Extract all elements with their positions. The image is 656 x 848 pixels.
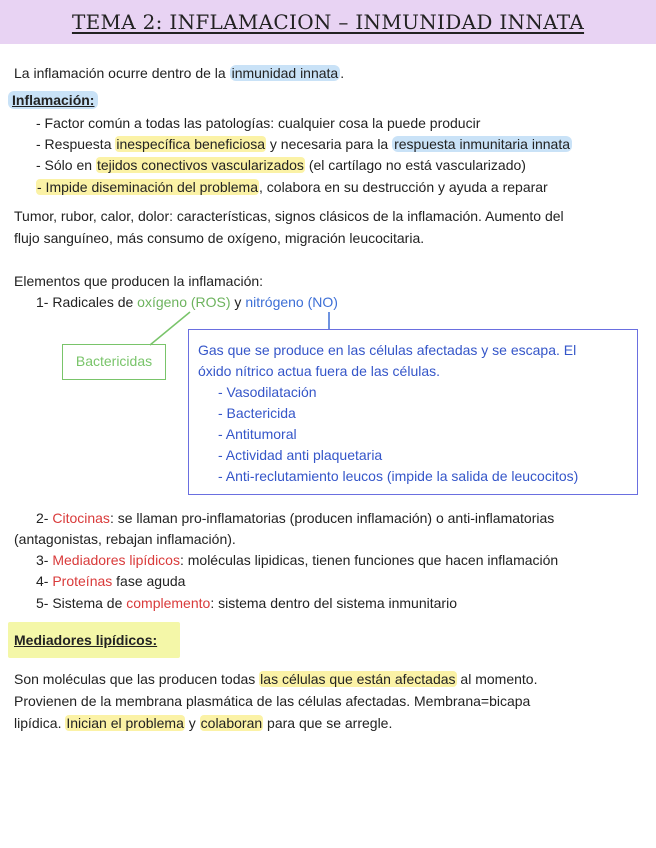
p3-hl2: colaboran — [200, 715, 263, 731]
intro-suffix: . — [340, 65, 345, 81]
item3-post: : moléculas lipidicas, tienen funciones que hacen inflamación — [179, 552, 559, 568]
bullet-2-mid: y necesaria para la — [266, 136, 393, 152]
intro-prefix: La inflamación ocurre dentro de la — [14, 65, 230, 81]
no-box-item: - Antitumoral — [218, 426, 297, 442]
elementos-item-4 — [36, 571, 185, 591]
bullet-1-text: - Factor común a todas las patologías: cualquier cosa la puede producir — [36, 115, 481, 131]
elementos-item-5 — [36, 593, 457, 613]
mediadores-heading-text: Mediadores lipídicos: — [14, 632, 158, 648]
item1-pre: 1- Radicales de — [36, 294, 138, 310]
intro-highlight: inmunidad innata — [231, 65, 339, 81]
no-box-line-1: Gas que se produce en las células afectadas y se escapa. El — [198, 342, 577, 358]
item4-post: fase aguda — [112, 573, 186, 589]
p3-post: para que se arregle. — [263, 715, 393, 731]
bactericidas-box: Bactericidas — [62, 344, 166, 380]
elementos-item-2-line2: (antagonistas, rebajan inflamación). — [14, 531, 236, 547]
green-connector — [150, 312, 190, 345]
bullet-4-hl1: - Impide diseminación del problema — [37, 179, 258, 195]
no-box-line-2: óxido nítrico actua fuera de las células. — [198, 363, 441, 379]
no-box-item: - Vasodilatación — [218, 384, 317, 400]
p3-hl1: Inician el problema — [66, 715, 184, 731]
mediadores-p2: Provienen de la membrana plasmática de las células afectadas. Membrana=bicapa — [14, 693, 531, 709]
signs-line-1: Tumor, rubor, calor, dolor: características, signos clásicos de la inflamación. Aumento del — [14, 208, 564, 224]
no-box-item: - Bactericida — [218, 405, 296, 421]
mediadores-p3 — [14, 713, 392, 733]
item5-post: : sistema dentro del sistema inmunitario — [210, 595, 457, 611]
p1-pre: Son moléculas que las producen todas — [14, 671, 260, 687]
bullet-2-hl1: inespecífica beneficiosa — [116, 136, 266, 152]
signs-line-2: flujo sanguíneo, más consumo de oxígeno, migración leucocitaria. — [14, 230, 425, 246]
item2-red: Citocinas — [52, 510, 110, 526]
bullet-3-hl1: tejidos conectivos vascularizados — [96, 157, 304, 173]
item3-red: Mediadores lipídicos — [52, 552, 180, 568]
p3-pre: lipídica. — [14, 715, 66, 731]
item1-blue: nitrógeno (NO) — [245, 294, 338, 310]
p1-hl: las células que están afectadas — [260, 671, 456, 687]
bullet-4-mid: , colabora en su destrucción y ayuda a reparar — [259, 179, 548, 195]
page-title: TEMA 2: INFLAMACION – INMUNIDAD INNATA — [71, 10, 585, 34]
no-box-item: - Anti-reclutamiento leucos (impide la salida de leucocitos) — [218, 468, 579, 484]
bullet-2-hl2: respuesta inmunitaria innata — [394, 136, 570, 152]
item1-mid: y — [230, 294, 246, 310]
elementos-item-3 — [36, 550, 558, 570]
inflamacion-heading: Inflamación: — [8, 91, 98, 109]
item1-green: oxígeno (ROS) — [137, 294, 231, 310]
p3-mid: y — [184, 715, 200, 731]
elementos-heading: Elementos que producen la inflamación: — [14, 273, 264, 289]
item5-red: complemento — [126, 595, 211, 611]
item5-pre: 5- Sistema de — [36, 595, 127, 611]
bullet-3-pre: - Sólo en — [36, 157, 96, 173]
p1-post: al momento. — [456, 671, 538, 687]
bullet-2-pre: - Respuesta — [36, 136, 116, 152]
mediadores-heading — [14, 630, 157, 650]
item3-pre: 3- — [36, 552, 53, 568]
item2-pre: 2- — [36, 510, 53, 526]
elementos-item-2 — [36, 508, 554, 528]
mediadores-p1 — [14, 669, 537, 689]
no-box-item: - Actividad anti plaquetaria — [218, 447, 383, 463]
item4-pre: 4- — [36, 573, 53, 589]
item4-red: Proteínas — [52, 573, 113, 589]
item2-post: : se llaman pro-inflamatorias (producen inflamación) o anti-inflamatorias — [109, 510, 555, 526]
bullet-3-mid: (el cartílago no está vascularizado) — [304, 157, 526, 173]
